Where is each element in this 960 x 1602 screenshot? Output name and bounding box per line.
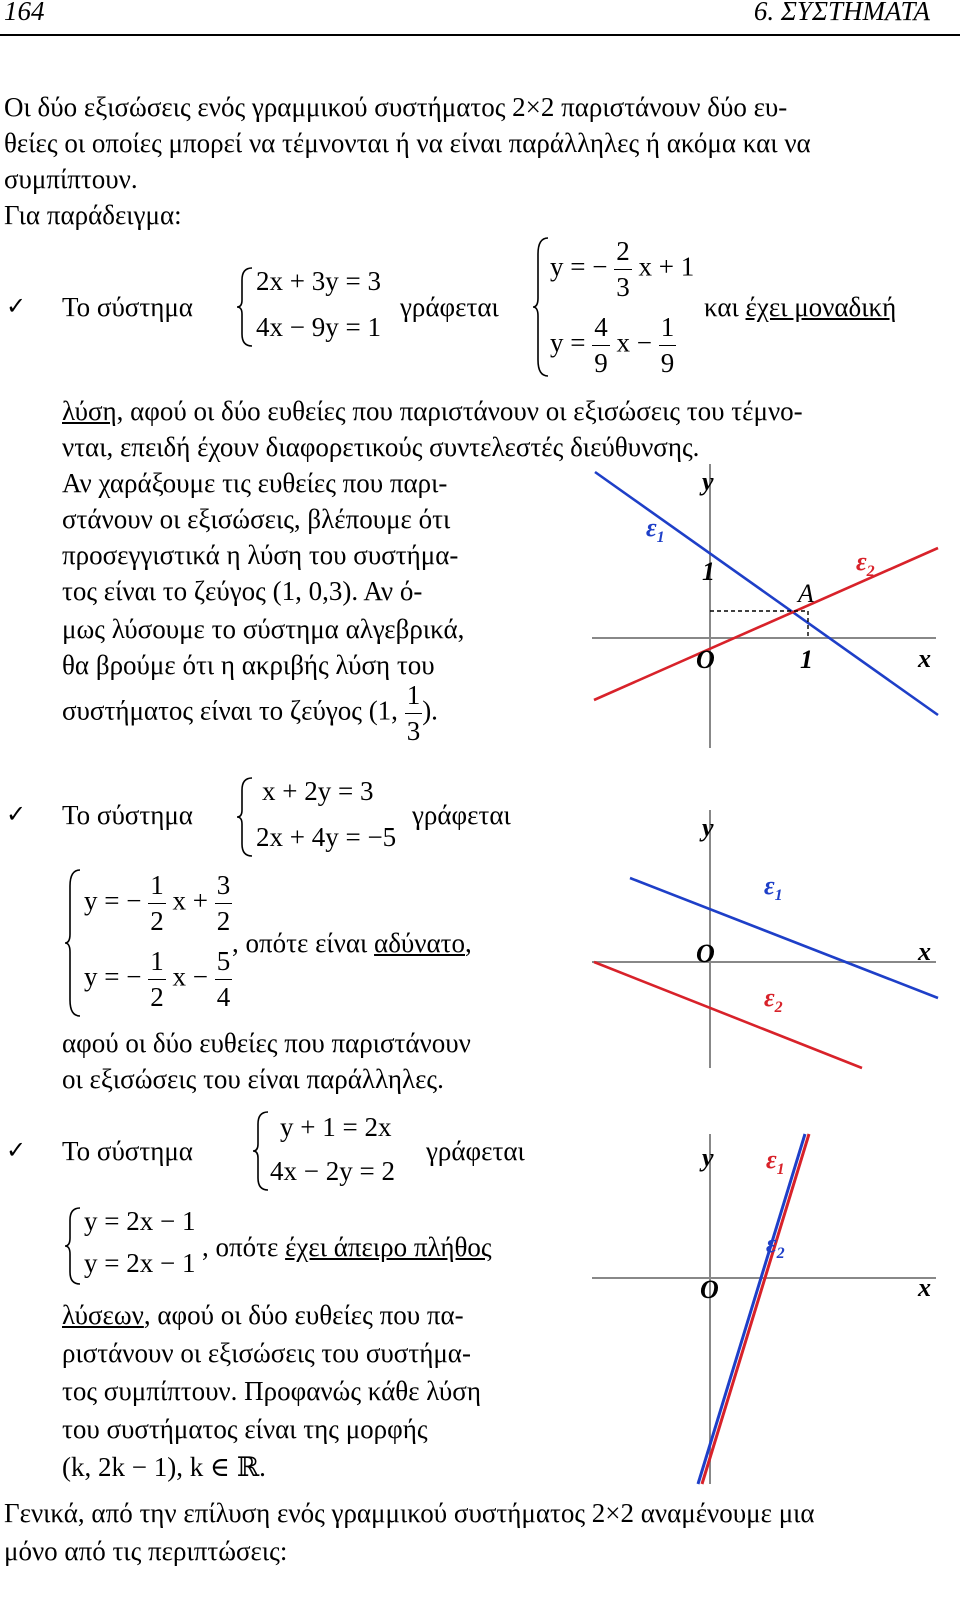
case2-para-line-1: αφού οι δύο ευθείες που παριστάνουν	[62, 1028, 471, 1058]
case1-para-line-9: συστήματος είναι το ζεύγος (1, $\frac{1}{3}$ ).	[62, 680, 438, 746]
case1-eq1: 2x + 3y = 3	[256, 266, 381, 296]
closing-line-2: μόνο από τις περιπτώσεις:	[4, 1536, 288, 1566]
checkmark-2: ✓	[6, 800, 27, 828]
intro-line-2: θείες οι οποίες μπορεί να τέμνονται ή να είναι παράλληλες ή ακόμα και να	[4, 128, 811, 158]
case1-eq2: 4x − 9y = 1	[256, 312, 381, 342]
graph-2	[590, 808, 940, 1070]
graph3-line-e2	[702, 1134, 809, 1484]
case3-result-2: y = 2x − 1	[84, 1248, 196, 1278]
case3-para-line-1: λύσεων, αφού οι δύο ευθείες που πα-	[62, 1300, 464, 1330]
header-rule	[0, 34, 960, 36]
checkmark-3: ✓	[6, 1136, 27, 1164]
case3-result-1: y = 2x − 1	[84, 1206, 196, 1236]
case3-written: γράφεται	[426, 1136, 525, 1166]
case1-result-1: y = − $\frac{2}{3}$ x + 1	[550, 236, 695, 302]
case1-para-line-3: Αν χαράξουμε τις ευθείες που παρι-	[62, 468, 448, 498]
case1-para-line-8: θα βρούμε ότι η ακριβής λύση του	[62, 650, 435, 680]
graph1-tick-x-1: 1	[800, 645, 813, 674]
case3-brace-result	[64, 1206, 82, 1286]
case2-brace-left	[236, 776, 254, 858]
case1-has-unique: και έχει μοναδική	[704, 292, 897, 322]
graph2-x-label: x	[918, 937, 931, 966]
case2-brace-result	[64, 868, 82, 1018]
case3-para-line-2: ριστάνουν οι εξισώσεις του συστήμα-	[62, 1338, 471, 1368]
case1-para-line-4: στάνουν οι εξισώσεις, βλέπουμε ότι	[62, 504, 451, 534]
graph3-e1-label: $\varepsilon_1$	[766, 1145, 785, 1178]
case2-result-2: y = − $\frac{1}{2}$ x − $\frac{5}{4}$	[84, 946, 231, 1012]
graph2-origin-label: O	[696, 939, 715, 968]
case3-eq1: y + 1 = 2x	[280, 1112, 392, 1142]
graph1-line-e1	[595, 472, 938, 715]
case1-brace-right	[532, 236, 550, 378]
case3-eq2: 4x − 2y = 2	[270, 1156, 395, 1186]
graph2-e1-label: $\varepsilon_1$	[764, 871, 783, 904]
graph2-line-e1	[630, 878, 938, 998]
checkmark-1: ✓	[6, 292, 27, 320]
case2-eq2: 2x + 4y = −5	[256, 822, 397, 852]
graph1-e2-label: $\varepsilon_2$	[856, 547, 875, 580]
case2-written: γράφεται	[412, 800, 511, 830]
graph2-y-label: y	[702, 813, 714, 842]
case1-result-2: y = $\frac{4}{9}$ x − $\frac{1}{9}$	[550, 312, 675, 378]
case1-label: Το σύστημα	[62, 292, 193, 322]
case3-para-line-4: του συστήματος είναι της μορφής	[62, 1414, 428, 1444]
page-number: 164	[4, 0, 45, 26]
case1-para-line-1: λύση, αφού οι δύο ευθείες που παριστάνουν οι εξισώσεις του τέμνο-	[62, 396, 803, 426]
case1-para-line-6: τος είναι το ζεύγος (1, 0,3). Αν ό-	[62, 576, 423, 606]
intro-line-1: Οι δύο εξισώσεις ενός γραμμικού συστήματος 2×2 παριστάνουν δύο ευ-	[4, 92, 788, 122]
graph3-line-e1	[698, 1134, 805, 1484]
case3-then: , οπότε έχει άπειρο πλήθος	[202, 1232, 492, 1262]
graph1-tick-y-1: 1	[702, 557, 715, 586]
graph1-x-label: x	[918, 644, 931, 673]
graph1-origin-label: O	[696, 645, 715, 674]
case3-para-line-3: τος συμπίπτουν. Προφανώς κάθε λύση	[62, 1376, 481, 1406]
intro-line-4: Για παράδειγμα:	[4, 200, 182, 230]
graph-3	[590, 1132, 940, 1488]
case1-para-line-2: νται, επειδή έχουν διαφορετικούς συντελεστές διεύθυνσης.	[62, 432, 700, 462]
case2-result-1: y = − $\frac{1}{2}$ x + $\frac{3}{2}$	[84, 870, 231, 936]
graph3-x-label: x	[918, 1273, 931, 1302]
graph1-e1-label: $\varepsilon_1$	[646, 513, 665, 546]
case2-eq1: x + 2y = 3	[262, 776, 374, 806]
case2-para-line-2: οι εξισώσεις του είναι παράλληλες.	[62, 1064, 444, 1094]
case3-para-line-5: (k, 2k − 1), k ∈ ℝ.	[62, 1452, 266, 1482]
case3-brace-left	[252, 1110, 270, 1192]
case2-label: Το σύστημα	[62, 800, 193, 830]
case1-written: γράφεται	[400, 292, 499, 322]
graph3-y-label: y	[702, 1143, 714, 1172]
intro-line-3: συμπίπτουν.	[4, 164, 138, 194]
case2-then: , οπότε είναι αδύνατο,	[232, 928, 472, 958]
case1-para-line-5: προσεγγιστικά η λύση του συστήμα-	[62, 540, 459, 570]
graph2-e2-label: $\varepsilon_2$	[764, 983, 783, 1016]
graph1-point-a: A	[798, 579, 814, 608]
case3-label: Το σύστημα	[62, 1136, 193, 1166]
closing-line-1: Γενικά, από την επίλυση ενός γραμμικού συστήματος 2×2 αναμένουμε μια	[4, 1498, 815, 1528]
case1-brace-left	[236, 266, 254, 348]
graph2-line-e2	[594, 962, 862, 1068]
chapter-title: 6. ΣΥΣΤΗΜΑΤΑ	[753, 0, 930, 26]
graph1-y-label: y	[702, 467, 714, 496]
graph3-e2-label: $\varepsilon_2$	[766, 1229, 785, 1262]
graph-1	[590, 462, 940, 752]
case1-para-line-7: μως λύσουμε το σύστημα αλγεβρικά,	[62, 614, 465, 644]
graph3-origin-label: O	[700, 1275, 719, 1304]
